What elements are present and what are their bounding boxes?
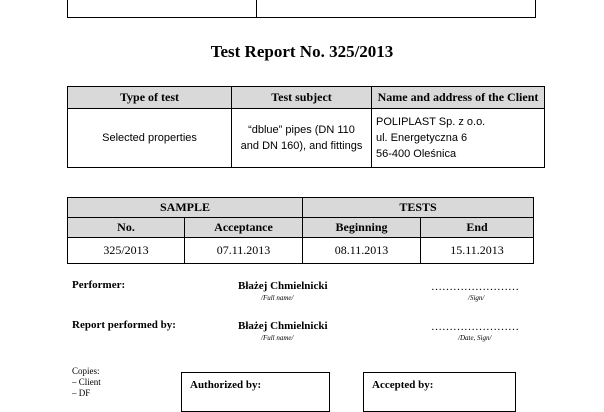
performer-label: Performer: (72, 279, 126, 291)
accepted-label: Accepted by: (372, 379, 434, 391)
authorized-box (181, 372, 330, 412)
header-sample: SAMPLE (68, 198, 303, 218)
report-by-sign-line: …………………… (431, 321, 519, 333)
client-line: POLIPLAST Sp. z o.o. (376, 116, 486, 128)
client-line: 56-400 Oleśnica (376, 148, 457, 160)
test-subject-line: and DN 160), and fittings (240, 140, 363, 152)
top-header-box (67, 0, 536, 18)
performer-name-caption: /Full name/ (261, 294, 294, 302)
client-info-table (67, 86, 545, 168)
end-value: 15.11.2013 (421, 238, 534, 264)
header-no: No. (68, 218, 185, 238)
report-by-name: Błażej Chmielnicki (238, 320, 328, 332)
beginning-value: 08.11.2013 (303, 238, 421, 264)
client-table-row (68, 109, 545, 168)
header-test-subject: Test subject (232, 87, 372, 109)
acceptance-value: 07.11.2013 (185, 238, 303, 264)
sample-sub-header-row (68, 218, 534, 238)
sample-tests-table (67, 197, 534, 264)
authorized-label: Authorized by: (190, 379, 262, 391)
test-subject-line: “dblue” pipes (DN 110 (248, 124, 355, 136)
header-client: Name and address of the Client (372, 87, 545, 109)
report-title: Test Report No. 325/2013 (210, 42, 394, 61)
test-subject-cell (232, 109, 372, 168)
type-of-test-cell: Selected properties (68, 109, 232, 168)
copies-list (72, 366, 101, 399)
header-type-of-test: Type of test (68, 87, 232, 109)
performer-sign-line: …………………… (431, 281, 519, 293)
copies-item: – Client (72, 377, 101, 387)
copies-item: – DF (72, 388, 91, 398)
sample-no-value: 325/2013 (68, 238, 185, 264)
report-by-name-caption: /Full name/ (261, 334, 294, 342)
sample-values-row (68, 238, 534, 264)
header-tests: TESTS (303, 198, 534, 218)
report-by-label: Report performed by: (72, 319, 176, 331)
top-box-divider (256, 0, 257, 17)
client-line: ul. Energetyczna 6 (376, 132, 468, 144)
report-by-sign-caption: /Date, Sign/ (458, 334, 492, 342)
performer-sign-caption: /Sign/ (468, 294, 485, 302)
header-beginning: Beginning (303, 218, 421, 238)
sample-group-header-row (68, 198, 534, 218)
accepted-box (363, 372, 516, 412)
copies-title: Copies: (72, 366, 100, 376)
header-end: End (421, 218, 534, 238)
performer-name: Błażej Chmielnicki (238, 280, 328, 292)
header-acceptance: Acceptance (185, 218, 303, 238)
client-cell (372, 109, 545, 168)
client-table-header-row (68, 87, 545, 109)
